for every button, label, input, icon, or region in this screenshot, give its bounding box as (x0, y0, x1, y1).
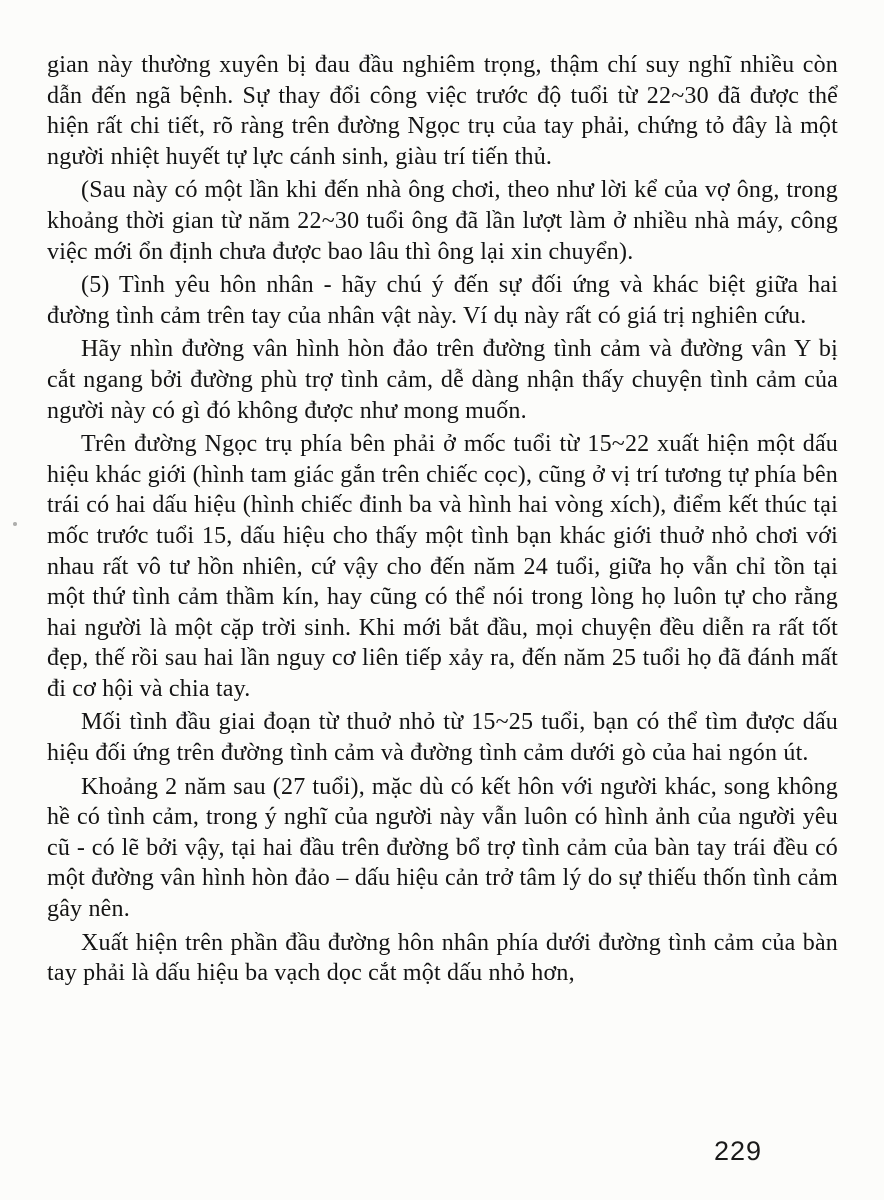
paragraph: Trên đường Ngọc trụ phía bên phải ở mốc tuổi từ 15~22 xuất hiện một dấu hiệu khác giới (hình tam giác gắn trên chiếc cọc), cũng ở vị trí tương tự phía bên trái có hai dấu hiệu (hình chiếc đinh ba và hình hai vòng xích), điểm kết thúc tại mốc trước tuổi 15, dấu hiệu cho thấy một tình bạn khác giới thuở nhỏ chơi với nhau rất vô tư hồn nhiên, cứ vậy cho đến năm 24 tuổi, giữa họ vẫn chỉ tồn tại một thứ tình cảm thầm kín, hay cũng có thể nói trong lòng họ luôn tự cho rằng hai người là một cặp trời sinh. Khi mới bắt đầu, mọi chuyện đều diễn ra rất tốt đẹp, thế rồi sau hai lần nguy cơ liên tiếp xảy ra, đến năm 25 tuổi họ đã đánh mất đi cơ hội và chia tay. (47, 431, 838, 702)
paragraph: Mối tình đầu giai đoạn từ thuở nhỏ từ 15~25 tuổi, bạn có thể tìm được dấu hiệu đối ứng trên đường tình cảm và đường tình cảm dưới gò của hai ngón út. (47, 709, 838, 767)
paragraph: Xuất hiện trên phần đầu đường hôn nhân phía dưới đường tình cảm của bàn tay phải là dấu hiệu ba vạch dọc cắt một dấu nhỏ hơn, (47, 929, 838, 987)
page-number: 229 (713, 1136, 762, 1166)
paragraph: Khoảng 2 năm sau (27 tuổi), mặc dù có kết hôn với người khác, song không hề có tình cảm, trong ý nghĩ của người này vẫn luôn có hình ảnh của người yêu cũ - có lẽ bởi vậy, tại hai đầu trên đường bổ trợ tình cảm của bàn tay trái đều có một đường vân hình hòn đảo – dấu hiệu cản trở tâm lý do sự thiếu thốn tình cảm gây nên. (47, 773, 838, 923)
paragraph: (Sau này có một lần khi đến nhà ông chơi, theo như lời kể của vợ ông, trong khoảng thời gian từ năm 22~30 tuổi ông đã lần lượt làm ở nhiều nhà máy, công việc mới ổn định chưa được bao lâu thì ông lại xin chuyển). (47, 177, 838, 265)
scan-artifact-dot (13, 522, 17, 526)
text-block (47, 50, 838, 989)
paragraph: gian này thường xuyên bị đau đầu nghiêm trọng, thậm chí suy nghĩ nhiều còn dẫn đến ngã bệnh. Sự thay đổi công việc trước độ tuổi từ 22~30 đã được thể hiện rất chi tiết, rõ ràng trên đường Ngọc trụ của tay phải, chứng tỏ đây là một người nhiệt huyết tự lực cánh sinh, giàu trí tiến thủ. (47, 52, 838, 170)
paragraph: Hãy nhìn đường vân hình hòn đảo trên đường tình cảm và đường vân Y bị cắt ngang bởi đường phù trợ tình cảm, dễ dàng nhận thấy chuyện tình cảm của người này có gì đó không được như mong muốn. (47, 336, 838, 424)
paragraph: (5) Tình yêu hôn nhân - hãy chú ý đến sự đối ứng và khác biệt giữa hai đường tình cảm trên tay của nhân vật này. Ví dụ này rất có giá trị nghiên cứu. (47, 272, 838, 329)
